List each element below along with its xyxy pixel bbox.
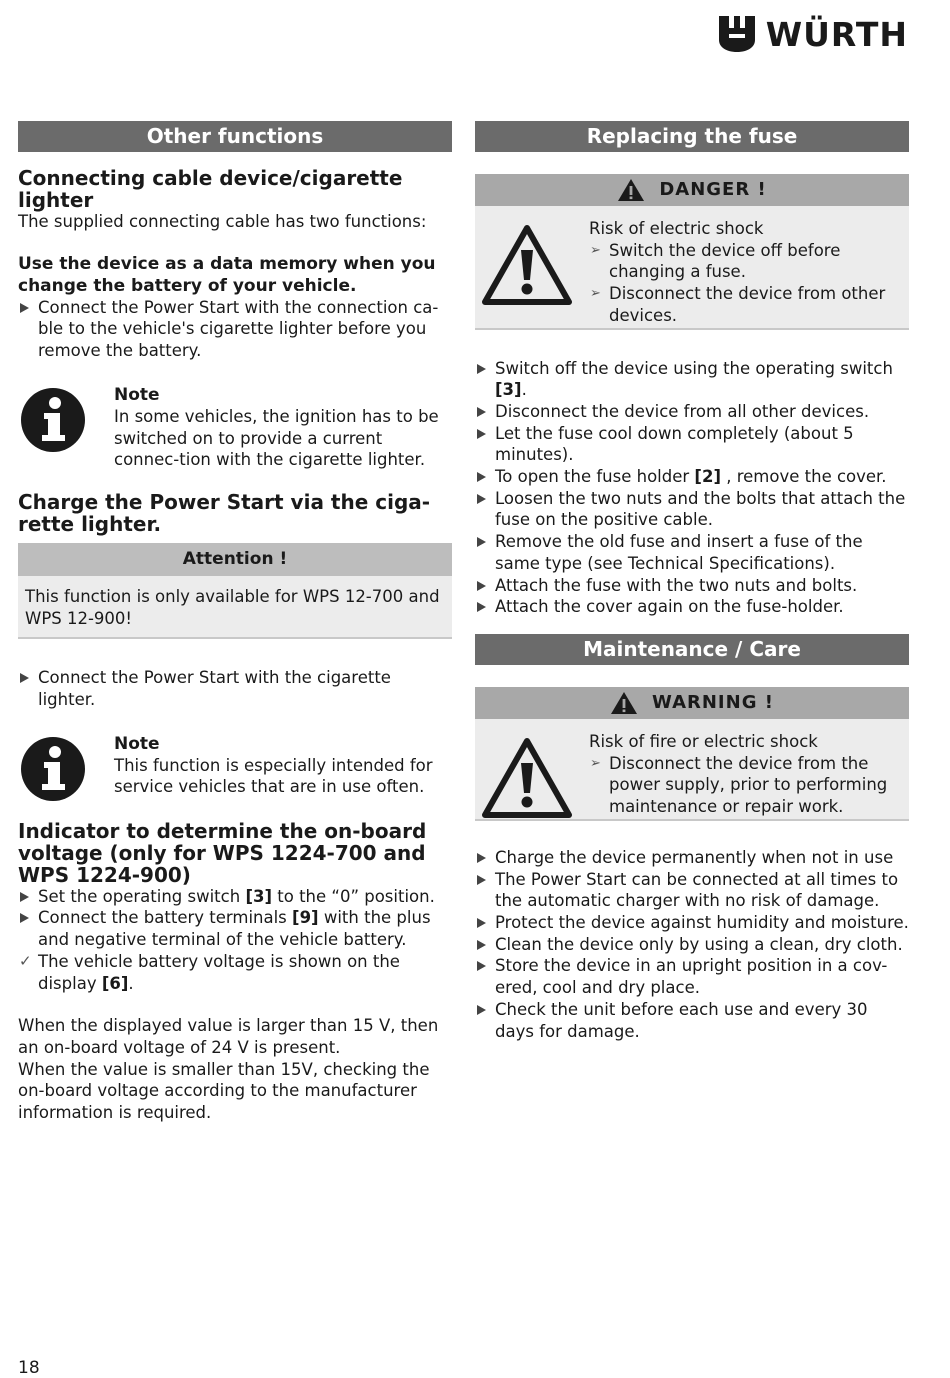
danger-title: DANGER ! bbox=[659, 179, 767, 200]
danger-box bbox=[475, 174, 909, 330]
warning-lead: Risk of fire or electric shock bbox=[589, 731, 818, 751]
attention-box bbox=[18, 543, 452, 639]
note-title: Note bbox=[114, 384, 160, 405]
note-service-vehicles bbox=[18, 733, 452, 802]
warning-triangle-icon bbox=[481, 737, 573, 819]
list-item: Set the operating switch [3] to the “0” position. bbox=[18, 886, 452, 908]
section-header-replacing-fuse: Replacing the fuse bbox=[475, 121, 909, 152]
list-item: Check the unit before each use and every 30 days for damage. bbox=[475, 999, 909, 1042]
list-item: Store the device in an upright position in a cov-ered, cool and dry place. bbox=[475, 955, 909, 998]
logo-wordmark: WÜRTH bbox=[765, 14, 908, 54]
wurth-logo-mark-icon bbox=[718, 14, 756, 54]
section-header-other-functions: Other functions bbox=[18, 121, 452, 152]
note-text: In some vehicles, the ignition has to be switched on to provide a current connec-tion with the cigarette lighter. bbox=[114, 406, 439, 470]
connecting-cable-intro: The supplied connecting cable has two functions: bbox=[18, 212, 427, 231]
list-item: Let the fuse cool down completely (about 5 minutes). bbox=[475, 423, 909, 466]
list-item: The Power Start can be connected at all times to the automatic charger with no risk of damage. bbox=[475, 869, 909, 912]
warning-triangle-icon bbox=[481, 224, 573, 306]
list-item: Charge the device permanently when not in use bbox=[475, 847, 909, 869]
list-item: ➢ Disconnect the device from other devices. bbox=[589, 283, 909, 326]
danger-lead: Risk of electric shock bbox=[589, 219, 764, 238]
voltage-paragraph-2: When the value is smaller than 15V, checking the on-board voltage according to the manufacturer information is required. bbox=[18, 1059, 430, 1123]
note-text: This function is especially intended for service vehicles that are in use often. bbox=[114, 755, 433, 797]
section-header-maintenance: Maintenance / Care bbox=[475, 634, 909, 665]
list-item: Clean the device only by using a clean, dry cloth. bbox=[475, 934, 909, 956]
warning-triangle-icon bbox=[610, 691, 638, 715]
attention-title: Attention ! bbox=[18, 543, 452, 576]
indicator-steps bbox=[18, 886, 452, 995]
result-item: ✓ The vehicle battery voltage is shown on the display [6]. bbox=[18, 951, 452, 994]
list-item: Attach the cover again on the fuse-holder. bbox=[475, 596, 909, 618]
right-column bbox=[475, 121, 909, 1042]
voltage-paragraph-1: When the displayed value is larger than 15 V, then an on-board voltage of 24 V is present. bbox=[18, 1016, 439, 1057]
warning-title: WARNING ! bbox=[652, 691, 774, 713]
warning-triangle-icon bbox=[617, 178, 645, 202]
danger-items bbox=[589, 240, 909, 327]
list-item: To open the fuse holder [2] , remove the cover. bbox=[475, 466, 909, 488]
list-item: ➢ Switch the device off before changing a fuse. bbox=[589, 240, 909, 283]
list-item: Connect the Power Start with the cigarette lighter. bbox=[18, 667, 452, 710]
list-item: Loosen the two nuts and the bolts that attach the fuse on the positive cable. bbox=[475, 488, 909, 531]
heading-charge-cigarette: Charge the Power Start via the ciga-rette lighter. bbox=[18, 489, 431, 536]
note-ignition bbox=[18, 384, 452, 471]
warning-box bbox=[475, 687, 909, 821]
data-memory-steps bbox=[18, 297, 452, 362]
heading-connecting-cable: Connecting cable device/cigarette lighter bbox=[18, 166, 403, 212]
list-item: Switch off the device using the operating switch [3]. bbox=[475, 358, 909, 401]
left-column bbox=[18, 121, 452, 1124]
list-item: Connect the Power Start with the connection ca-ble to the vehicle's cigarette lighter before you remove the battery. bbox=[18, 297, 452, 362]
heading-data-memory: Use the device as a data memory when you change the battery of your vehicle. bbox=[18, 253, 436, 296]
warning-header bbox=[475, 687, 909, 719]
maintenance-steps bbox=[475, 847, 909, 1042]
page-number: 18 bbox=[18, 1358, 40, 1378]
fuse-steps bbox=[475, 358, 909, 618]
list-item: Remove the old fuse and insert a fuse of the same type (see Technical Specifications). bbox=[475, 531, 909, 574]
charge-steps bbox=[18, 667, 452, 710]
list-item: Protect the device against humidity and moisture. bbox=[475, 912, 909, 934]
info-icon bbox=[20, 387, 86, 453]
attention-text: This function is only available for WPS 12-700 and WPS 12-900! bbox=[25, 586, 440, 628]
list-item: Attach the fuse with the two nuts and bolts. bbox=[475, 575, 909, 597]
list-item: Disconnect the device from all other devices. bbox=[475, 401, 909, 423]
info-icon bbox=[20, 736, 86, 802]
danger-header bbox=[475, 174, 909, 206]
heading-indicator: Indicator to determine the on-board voltage (only for WPS 1224-700 and WPS 1224-900) bbox=[18, 818, 427, 887]
note-title: Note bbox=[114, 733, 160, 754]
warning-items bbox=[589, 753, 909, 818]
list-item: ➢ Disconnect the device from the power supply, prior to performing maintenance or repair work. bbox=[589, 753, 909, 818]
list-item: Connect the battery terminals [9] with the plus and negative terminal of the vehicle battery. bbox=[18, 907, 452, 950]
wurth-logo bbox=[718, 12, 908, 56]
